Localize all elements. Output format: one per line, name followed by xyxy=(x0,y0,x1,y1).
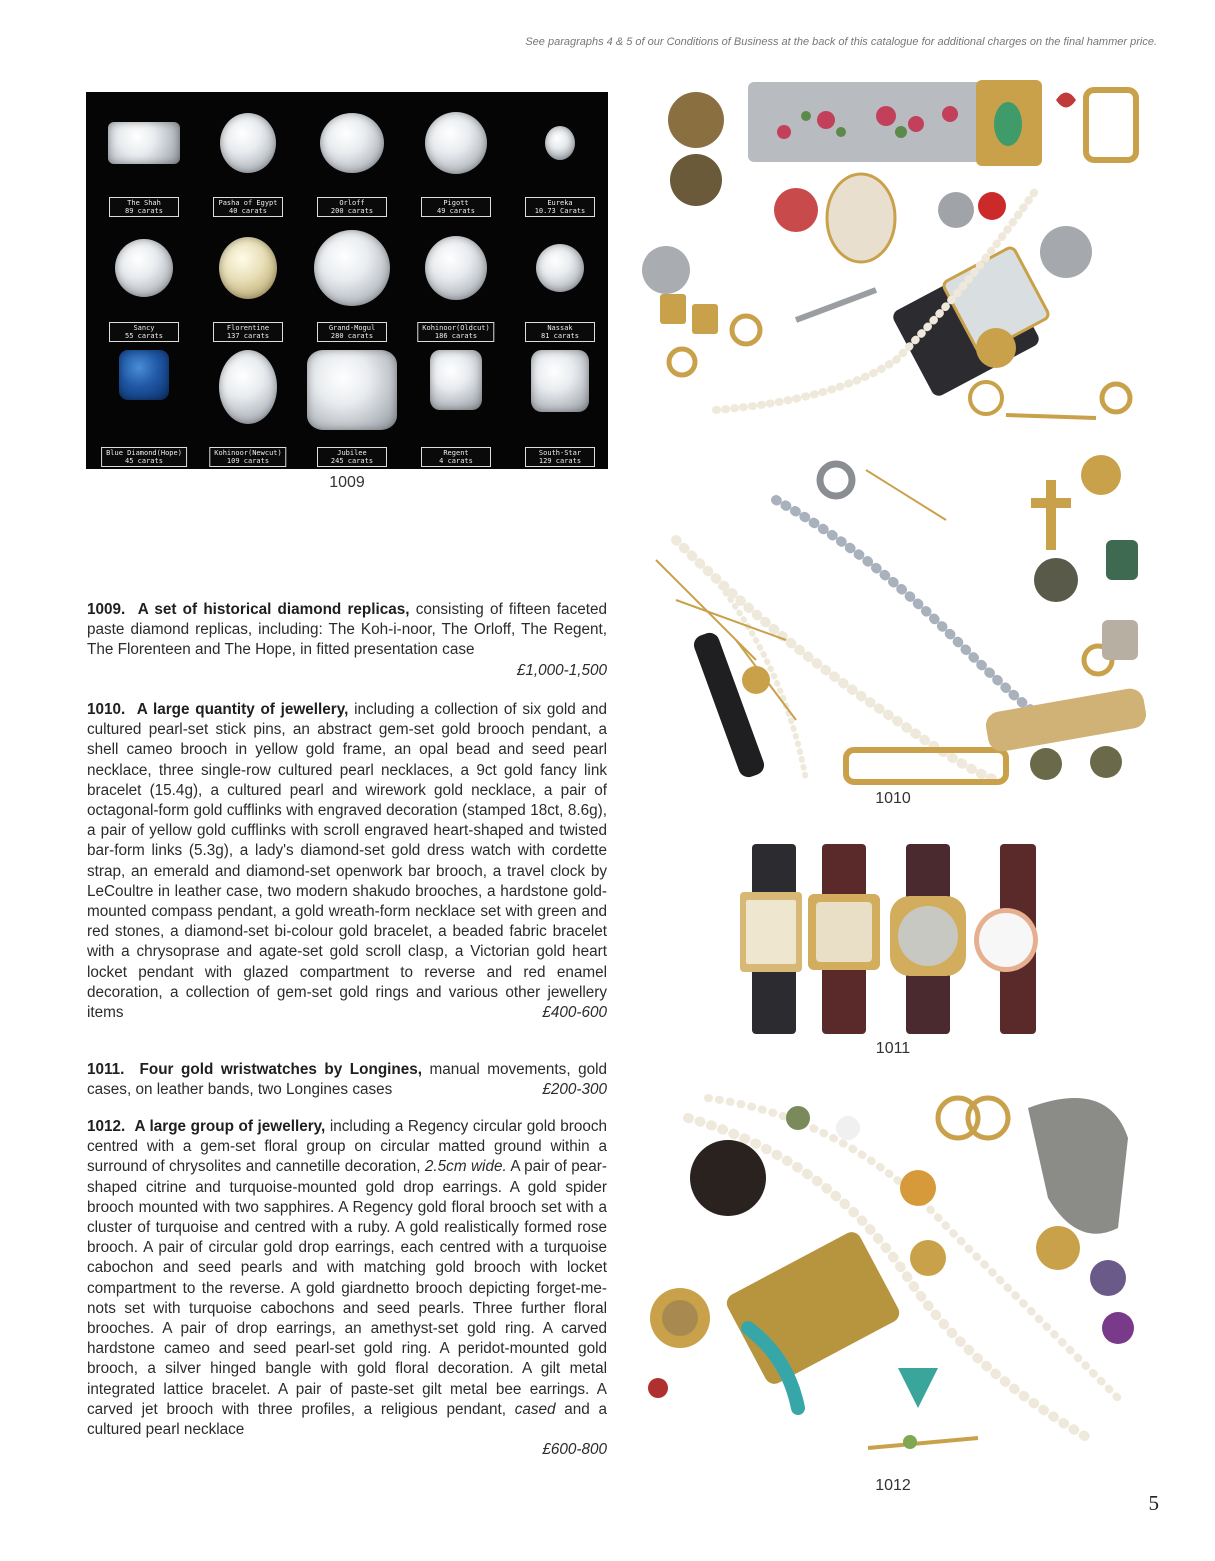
shakudo-brooch xyxy=(668,92,724,148)
jewellery-group-photo xyxy=(648,1078,1148,1470)
diamond-replica-label xyxy=(525,322,595,342)
wristwatches-illustration xyxy=(740,844,1055,1034)
shakudo-brooch-2 xyxy=(670,154,722,206)
diamond-replica-stone xyxy=(115,239,173,297)
lot-estimate: £600-800 xyxy=(542,1441,607,1459)
diamond-replica xyxy=(404,350,508,469)
lot-1010-description xyxy=(87,700,607,1023)
lot-body-part-1: including a Regency circular gold brooch centred with a gem-set floral group on circular matted ground within a surround of chrysolites and cannetille decoration, xyxy=(87,1118,607,1176)
thimble-hardstone xyxy=(1102,620,1138,660)
replica-weight: 109 carats xyxy=(226,457,270,465)
emerald-bar-brooch xyxy=(796,290,876,320)
diamond-replica xyxy=(508,225,608,350)
replica-weight: 137 carats xyxy=(226,332,270,340)
lot-1009-description xyxy=(87,600,607,681)
replica-weight: 129 carats xyxy=(538,457,582,465)
diamond-replica-label xyxy=(209,447,286,467)
diamond-replica-label xyxy=(525,197,595,217)
replica-name: Jubilee xyxy=(337,449,367,457)
gem-set-ring xyxy=(732,316,760,344)
lot-1012-description xyxy=(87,1117,607,1460)
wristwatches-photo xyxy=(740,844,1055,1034)
replica-name: Orloff xyxy=(339,199,365,207)
diamond-replica-stone xyxy=(108,122,180,164)
replica-name: Kohinoor(Oldcut) xyxy=(422,324,490,332)
diamond-replica xyxy=(196,100,300,225)
diamond-replica-label xyxy=(317,322,387,342)
octagonal-cufflink-1 xyxy=(660,294,686,324)
replica-name: Florentine xyxy=(226,324,270,332)
rose-brooch xyxy=(648,1378,668,1398)
floral-brooch xyxy=(836,1116,860,1140)
lot-number: 1012. xyxy=(87,1118,126,1135)
openwork-brooch xyxy=(1040,226,1092,278)
watch-dial-4 xyxy=(979,913,1033,967)
cordette-strap xyxy=(691,630,767,780)
watch-dial-3 xyxy=(898,906,958,966)
replica-weight: 186 carats xyxy=(434,332,478,340)
replica-name: The Shah xyxy=(127,199,161,207)
silver-brooch xyxy=(938,192,974,228)
jewellery-collection-illustration xyxy=(636,80,1158,798)
replica-name: Eureka xyxy=(547,199,573,207)
gold-cross-bar xyxy=(1031,498,1071,508)
watch-dial-2 xyxy=(816,902,872,962)
diamond-replica xyxy=(196,225,300,350)
bar-brooch xyxy=(1006,415,1096,418)
jewellery-collection-photo xyxy=(636,80,1158,798)
diamond-replica xyxy=(300,225,404,350)
replica-name: Blue Diamond(Hope) xyxy=(106,449,182,457)
diamond-replica-label xyxy=(213,197,283,217)
diamond-replica xyxy=(508,350,608,469)
lot-estimate: £400-600 xyxy=(542,1004,607,1022)
diamond-replica-label xyxy=(421,447,491,467)
dress-watch xyxy=(742,666,770,694)
diamond-replica-label xyxy=(525,447,595,467)
jewellery-group-illustration xyxy=(648,1078,1148,1470)
photo-caption-1011: 1011 xyxy=(875,1040,911,1057)
religious-pendant xyxy=(1036,1226,1080,1270)
diamond-replica-stone xyxy=(536,244,584,292)
diamond-replica-label xyxy=(213,322,283,342)
diamond-replica xyxy=(92,100,196,225)
diamond-replica xyxy=(92,225,196,350)
diamond-replica xyxy=(404,225,508,350)
compass-pendant xyxy=(1034,558,1078,602)
diamond-replica-stone xyxy=(119,350,169,400)
lot-body-italic-2: cased xyxy=(514,1400,556,1418)
lattice-bracelet xyxy=(723,1229,902,1388)
lot-estimate: £1,000-1,500 xyxy=(516,661,607,679)
lot-title: A set of historical diamond replicas, xyxy=(137,601,410,618)
diamond-replica-stone xyxy=(531,350,589,412)
replica-name: Sancy xyxy=(133,324,155,332)
diamond-replica-label xyxy=(109,322,179,342)
diamond-replica-label xyxy=(317,197,387,217)
diamond-replica xyxy=(404,100,508,225)
diamond-replica xyxy=(300,100,404,225)
thimble-green xyxy=(1106,540,1138,580)
diamond-replica-stone xyxy=(314,230,390,306)
replica-weight: 45 carats xyxy=(125,457,163,465)
diamond-replica xyxy=(196,350,300,469)
cufflink-blue-1 xyxy=(1030,748,1062,780)
lot-body-italic-1: 2.5cm wide. xyxy=(424,1158,507,1176)
circular-brooch xyxy=(970,382,1002,414)
silver-hinged-bangle xyxy=(1028,1098,1128,1234)
gold-ring-2 xyxy=(968,1098,1008,1138)
replica-weight: 89 carats xyxy=(125,207,163,215)
lot-estimate: £200-300 xyxy=(542,1081,607,1099)
cufflink-blue-2 xyxy=(1090,746,1122,778)
replica-weight: 49 carats xyxy=(437,207,475,215)
giardinetto-brooch xyxy=(910,1240,946,1276)
grey-pearl-necklace xyxy=(776,500,1056,730)
red-cross-badge xyxy=(978,192,1006,220)
chrysoprase-stone xyxy=(994,102,1022,146)
photo-caption-1010: 1010 xyxy=(875,790,911,807)
spider-brooch xyxy=(786,1106,810,1130)
photo-caption-1009: 1009 xyxy=(329,474,365,491)
gold-cross xyxy=(1046,480,1056,550)
replica-weight: 55 carats xyxy=(125,332,163,340)
replica-name: Kohinoor(Newcut) xyxy=(214,449,282,457)
diamond-replica xyxy=(92,350,196,469)
peridot-bar-brooch xyxy=(868,1438,978,1448)
diamond-replica-label xyxy=(421,197,491,217)
lot-1011-description xyxy=(87,1060,607,1100)
pocket-knife xyxy=(984,686,1149,753)
diamond-replica-stone xyxy=(320,113,384,173)
photo-caption-1012: 1012 xyxy=(875,1477,911,1494)
lot-body-part-2: A pair of pear-shaped citrine and turquoise-mounted gold drop earrings. A gold spider brooch mounted with two sapphires. A Regency gold floral brooch set with a cluster of turquoise and centred with a ruby. A gold realistically formed rose brooch. A pair of circular gold drop earrings, each centred with a turquoise cabochon and seed pearls and with matching gold brooch with locket compartment to the reverse. A gold giardnetto brooch depicting forget-me-nots set with turquoise cabochons and seed pearls. Three further floral brooches. A pair of drop earrings, an amethyst-set gold ring. A carved hardstone cameo and seed pearl-set gold ring. A peridot-mounted gold brooch, a silver hinged bangle with gold floral decoration. A gilt metal integrated lattice bracelet. A pair of paste-set gilt metal bee earrings. A carved jet brooch with three profiles, a religious pendant, xyxy=(87,1158,607,1418)
lot-number: 1010. xyxy=(87,701,126,718)
replica-name: Grand-Mogul xyxy=(328,324,376,332)
diamond-replica-stone xyxy=(220,113,276,173)
beaded-bracelet xyxy=(748,82,996,162)
diamond-replicas-photo xyxy=(86,92,608,469)
replica-weight: 81 carats xyxy=(541,332,579,340)
lot-body: including a collection of six gold and cultured pearl-set stick pins, an abstract gem-set gold brooch pendant, a shell cameo brooch in yellow gold frame, an opal bead and seed pearl necklace, three single-row cultured pearl necklaces, a 9ct gold fancy link bracelet (15.4g), a cultured pearl and wirework gold necklace, a pair of octagonal-form gold cufflinks with engraved decoration (stamped 18ct, 8.6g), a pair of yellow gold cufflinks with scroll engraved heart-shaped and twisted bar-form links (5.3g), a lady's diamond-set gold dress watch with cordette strap, an emerald and diamond-set openwork bar brooch, a travel clock by LeCoultre in leather case, two modern shakudo brooches, a hardstone gold-mounted compass pendant, a gold wreath-form necklace set with green and red stones, a diamond-set bi-colour gold bracelet, a beaded fabric bracelet with a chrysoprase and agate-set gold scroll clasp, a Victorian gold heart locket pendant with glazed compartment to reverse and red enamel decoration, a collection of gem-set gold rings and various other jewellery items xyxy=(87,701,607,1022)
heart-locket xyxy=(1056,93,1076,108)
lot-title: Four gold wristwatches by Longines, xyxy=(139,1061,423,1078)
shell-cameo-brooch xyxy=(827,174,895,262)
replica-name: Pasha of Egypt xyxy=(218,199,278,207)
diamond-replica-label xyxy=(317,447,387,467)
gold-locket xyxy=(1081,455,1121,495)
diamond-replica-label xyxy=(109,197,179,217)
replica-name: Pigott xyxy=(443,199,469,207)
matted-ground-centre xyxy=(662,1300,698,1336)
peridot-stone xyxy=(903,1435,917,1449)
lot-body: manual movements, gold cases, on leather bands, two Longines cases xyxy=(87,1061,608,1099)
silver-leaf-brooch xyxy=(642,246,690,294)
replica-weight: 10.73 Carats xyxy=(534,207,586,215)
replica-name: Regent xyxy=(443,449,469,457)
diamond-replica xyxy=(508,100,608,225)
diamond-replica-stone xyxy=(219,237,277,299)
red-stone-ring xyxy=(1102,384,1130,412)
lot-title: A large group of jewellery, xyxy=(134,1118,326,1135)
page-number: 5 xyxy=(1148,1491,1159,1515)
diamond-replica-stone xyxy=(425,236,487,300)
enamel-band-ring xyxy=(820,464,852,496)
watch-dial-1 xyxy=(746,900,796,964)
lot-number: 1009. xyxy=(87,601,126,618)
carved-jet-brooch xyxy=(690,1140,766,1216)
header-note: See paragraphs 4 & 5 of our Conditions of Business at the back of this catalogue for additional charges on the final hammer price. xyxy=(525,36,1157,48)
citrine-pendant xyxy=(900,1170,936,1206)
replica-weight: 280 carats xyxy=(330,332,374,340)
diamond-replica xyxy=(300,350,404,469)
turquoise-floral-brooch xyxy=(898,1368,938,1408)
amethyst-ring xyxy=(1102,1312,1134,1344)
lot-body-part-3: and a cultured pearl necklace xyxy=(87,1400,607,1439)
diamond-replica-stone xyxy=(430,350,482,410)
carved-cameo-ring xyxy=(1090,1260,1126,1296)
replica-weight: 40 carats xyxy=(229,207,267,215)
diamond-replica-stone xyxy=(219,350,277,424)
signet-ring xyxy=(669,349,695,375)
replica-weight: 200 carats xyxy=(330,207,374,215)
diamond-replica-label xyxy=(101,447,187,467)
replica-name: South-Star xyxy=(538,449,582,457)
enamel-badge xyxy=(774,188,818,232)
lot-title: A large quantity of jewellery, xyxy=(136,701,349,718)
replica-weight: 4 carats xyxy=(439,457,473,465)
gold-wreath-brooch xyxy=(1086,90,1136,160)
octagonal-cufflink-2 xyxy=(692,304,718,334)
lot-number: 1011. xyxy=(87,1061,125,1078)
lot-body: consisting of fifteen faceted paste diamond replicas, including: The Koh-i-noor, The Orloff, The Regent, The Florenteen and The Hope, in fitted presentation case xyxy=(87,601,607,659)
replica-weight: 245 carats xyxy=(330,457,374,465)
diamond-replica-label xyxy=(417,322,494,342)
diamond-replica-stone xyxy=(425,112,487,174)
heart-locket-pendant xyxy=(976,328,1016,368)
replica-name: Nassak xyxy=(547,324,573,332)
diamond-replica-stone xyxy=(545,126,575,160)
diamond-replica-stone xyxy=(307,350,397,430)
